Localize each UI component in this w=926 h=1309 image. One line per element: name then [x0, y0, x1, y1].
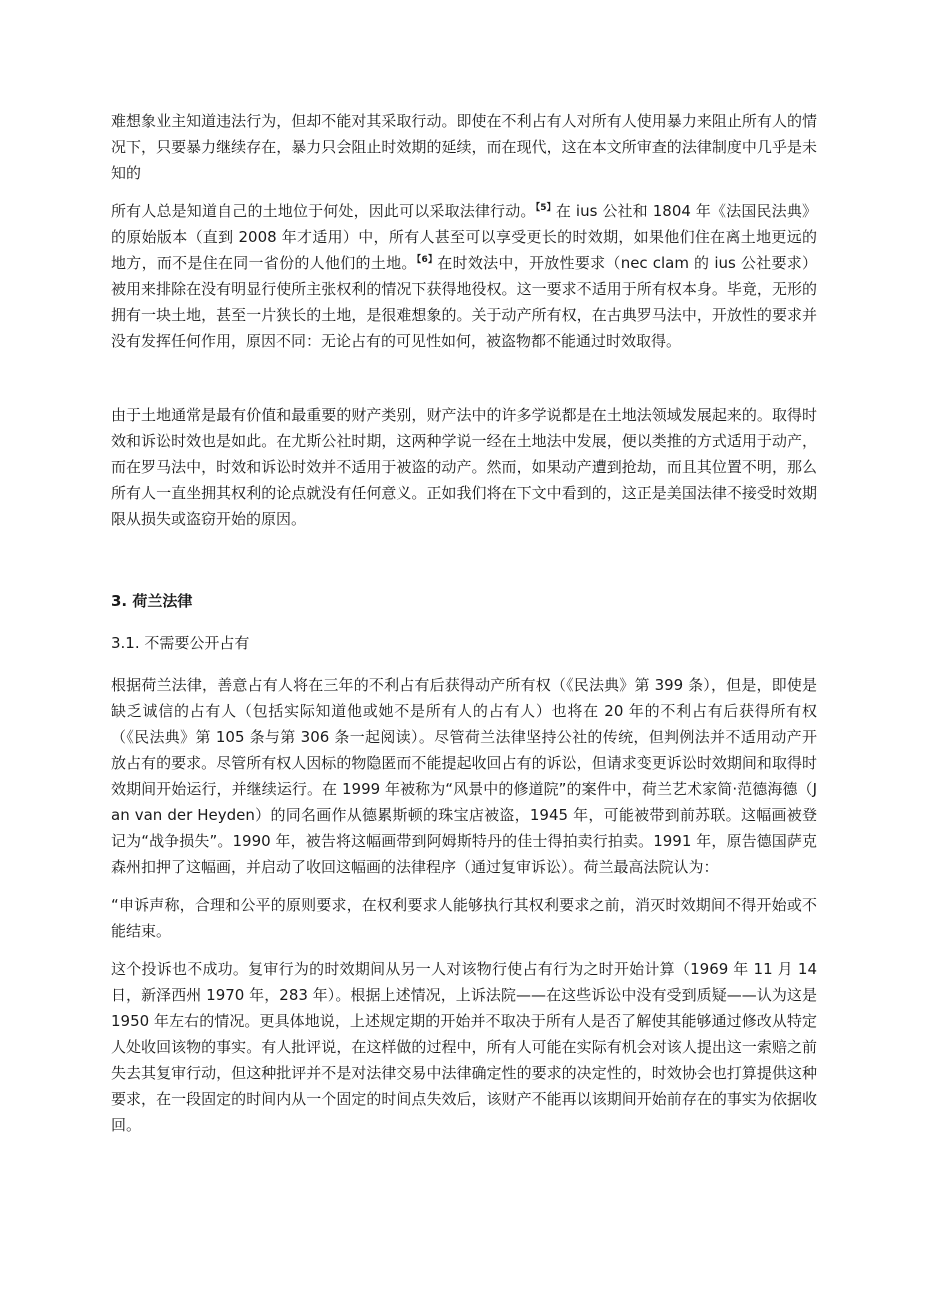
paragraph-3: 由于土地通常是最有价值和最重要的财产类别，财产法中的许多学说都是在土地法领域发展起来的。取得时效和诉讼时效也是如此。在尤斯公社时期，这两种学说一经在土地法中发展，便以类推的方式适用于动产，而在罗马法中，时效和诉讼时效并不适用于被盗的动产。然而，如果动产遭到抢劫，而且其位置不明，那么所有人一直坐拥其权利的论点就没有任何意义。正如我们将在下文中看到的，这正是美国法律不接受时效期限从损失或盗窃开始的原因。 — [111, 406, 817, 528]
paragraph-5-quote: “申诉声称，合理和公平的原则要求，在权利要求人能够执行其权利要求之前，消灭时效期间不得开始或不能结束。 — [111, 896, 817, 940]
footnote-ref-5[interactable]: 【5】 — [535, 203, 556, 213]
document-page — [111, 108, 817, 1138]
section-heading-3: 3. 荷兰法律 — [111, 592, 193, 610]
paragraph-4: 根据荷兰法律，善意占有人将在三年的不利占有后获得动产所有权（《民法典》第 399 条），但是，即使是缺乏诚信的占有人（包括实际知道他或她不是所有人的占有人）也将在 20 年的不利占有后获得所有权（《民法典》第 105 条与第 306 条一起阅读）。尽管荷兰法律坚持公社的传统，但判例法并不适用动产开放占有的要求。尽管所有权人因标的物隐匿而不能提起收回占有的诉讼，但请求变更诉讼时效期间和取得时效期间开始运行，并继续运行。在 1999 年被称为“风景中的修道院”的案件中，荷兰艺术家简·范德海德（Jan van der Heyden）的同名画作从德累斯顿的珠宝店被盗，1945 年，可能被带到前苏联。这幅画被登记为“战争损失”。1990 年，被告将这幅画带到阿姆斯特丹的佳士得拍卖行拍卖。1991 年，原告德国萨克森州扣押了这幅画，并启动了收回这幅画的法律程序（通过复审诉讼）。荷兰最高法院认为： — [111, 676, 817, 876]
subsection-heading-3-1: 3.1. 不需要公开占有 — [111, 634, 250, 652]
paragraph-6: 这个投诉也不成功。复审行为的时效期间从另一人对该物行使占有行为之时开始计算（1969 年 11 月 14 日，新泽西州 1970 年，283 年）。根据上述情况，上诉法院——在这些诉讼中没有受到质疑——认为这是 1950 年左右的情况。更具体地说，上述规定期的开始并不取决于所有人是否了解使其能够通过修改从特定人处收回该物的事实。有人批评说，在这样做的过程中，所有人可能在实际有机会对该人提出这一索赔之前失去其复审行动，但这种批评并不是对法律交易中法律确定性的要求的决定性的，时效协会也打算提供这种要求，在一段固定的时间内从一个固定的时间点失效后，该财产不能再以该期间开始前存在的事实为依据收回。 — [111, 960, 817, 1134]
paragraph-2-part-a: 所有人总是知道自己的土地位于何处，因此可以采取法律行动。 — [111, 202, 536, 220]
paragraph-2 — [111, 198, 817, 354]
paragraph-2-part-b: 在 ius 公社和 1804 年《法国民法典》的原始版本（直到 2008 年才适用）中，所有人甚至可以享受更长的时效期，如果他们住在离土地更远的地方，而不是住在同一省份的人他们的土地。 — [111, 202, 817, 272]
paragraph-2-part-c: 在时效法中，开放性要求（nec clam 的 ius 公社要求）被用来排除在没有明显行使所主张权利的情况下获得地役权。这一要求不适用于所有权本身。毕竟，无形的拥有一块土地，甚至一片狭长的土地，是很难想象的。关于动产所有权，在古典罗马法中，开放性的要求并没有发挥任何作用，原因不同：无论占有的可见性如何，被盗物都不能通过时效取得。 — [111, 254, 818, 350]
paragraph-1: 难想象业主知道违法行为，但却不能对其采取行动。即使在不利占有人对所有人使用暴力来阻止所有人的情况下，只要暴力继续存在，暴力只会阻止时效期的延续，而在现代，这在本文所审查的法律制度中几乎是未知的 — [111, 112, 817, 182]
footnote-ref-6[interactable]: 【6】 — [416, 255, 438, 265]
